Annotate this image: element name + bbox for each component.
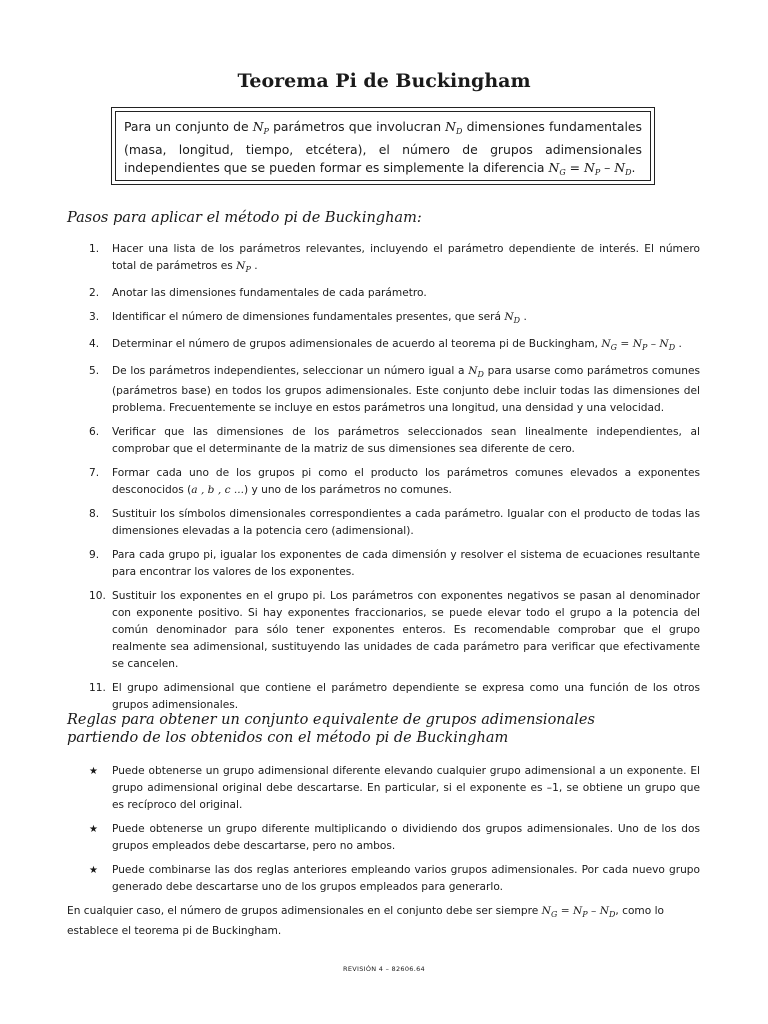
list-item: ★ Puede combinarse las dos reglas anteriores empleando varios grupos adimensionales. Por cada nuevo grupo generado debe descartarse uno de los grupos empleados para generarlo.	[89, 864, 700, 893]
steps-list	[67, 241, 700, 721]
rules-list	[67, 763, 700, 903]
steps-heading: Pasos para aplicar el método pi de Buckingham:	[67, 210, 422, 226]
list-item: ★ Puede obtenerse un grupo diferente multiplicando o dividiendo dos grupos adimensionales. Uno de los dos grupos empleados debe descartarse, pero no ambos.	[89, 823, 700, 852]
math-np: $N_P$	[252, 119, 269, 136]
list-item: 6. Verificar que las dimensiones de los parámetros seleccionados sean linealmente independientes, al comprobar que el determinante de la matriz de sus dimensiones sea diferente de cero.	[89, 426, 700, 455]
theorem-text: parámetros que involucran	[273, 119, 442, 134]
math-nd: $N_D$	[445, 119, 463, 136]
list-item: 8. Sustituir los símbolos dimensionales correspondientes a cada parámetro. Igualar con el producto de todas las dimensiones elevadas a la potencia cero (adimensional).	[89, 508, 700, 537]
list-item: 4. Determinar el número de grupos adimensionales de acuerdo al teorema pi de Buckingham, $N_G = N_P - N_D$ .	[89, 338, 682, 352]
page-title: Teorema Pi de Buckingham	[237, 70, 531, 92]
rules-heading-line-1: Reglas para obtener un conjunto equivalente de grupos adimensionales	[67, 712, 595, 728]
closing-paragraph: En cualquier caso, el número de grupos adimensionales en el conjunto debe ser siempre $N_G = N_P - N_D$, como lo establece el teorema pi de Buckingham.	[67, 905, 665, 937]
star-icon: ★	[89, 824, 98, 835]
list-item: 5. De los parámetros independientes, seleccionar un número igual a $N_D$ para usarse como parámetros comunes (parámetros base) en todos los grupos adimensionales. Este conjunto debe incluir todas las dimensiones del problema. Frecuentemente se incluye en estos parámetros una longitud, una densidad y una velocidad.	[89, 365, 701, 414]
page-footer: REVISIÓN 4 – 82606.64	[343, 965, 425, 973]
list-item: ★ Puede obtenerse un grupo adimensional diferente elevando cualquier grupo adimensional a un exponente. El grupo adimensional original debe descartarse. En particular, si el exponente es –1, se obtiene un grupo que es recíproco del original.	[89, 765, 700, 811]
theorem-box	[111, 107, 655, 185]
list-item: 3. Identificar el número de dimensiones fundamentales presentes, que será $N_D$ .	[89, 311, 527, 325]
math-equation: $N_G = N_P - N_D$	[548, 160, 632, 177]
theorem-statement: Para un conjunto de $N_P$ parámetros que involucran $N_D$ dimensiones fundamentales (masa, longitud, tiempo, etcétera), el número de grupos adimensionales independientes que se pueden formar es simplemente la diferencia $N_G = N_P - N_D$.	[115, 111, 651, 181]
list-item: 10. Sustituir los exponentes en el grupo pi. Los parámetros con exponentes negativos se pasan al denominador con exponente positivo. Si hay exponentes fraccionarios, se puede elevar todo el grupo a la potencia del común denominador para sólo tener exponentes enteros. Es recomendable comprobar que el grupo realmente sea adimensional, sustituyendo las unidades de cada parámetro para verificar que efectivamente se cancelen.	[89, 590, 700, 670]
list-item: 2. Anotar las dimensiones fundamentales de cada parámetro.	[89, 287, 427, 299]
math-equation: $N_G = N_P - N_D$	[541, 905, 616, 919]
list-item: 1. Hacer una lista de los parámetros relevantes, incluyendo el parámetro dependiente de interés. El número total de parámetros es $N_P$ .	[89, 243, 700, 274]
rules-heading-line-2: partiendo de los obtenidos con el método pi de Buckingham	[67, 730, 509, 746]
list-item: 9. Para cada grupo pi, igualar los exponentes de cada dimensión y resolver el sistema de ecuaciones resultante para encontrar los valores de los exponentes.	[89, 549, 700, 578]
theorem-text: Para un conjunto de	[124, 119, 249, 134]
list-item: 11. El grupo adimensional que contiene el parámetro dependiente se expresa como una función de los otros grupos adimensionales.	[89, 682, 700, 711]
star-icon: ★	[89, 865, 98, 876]
star-icon: ★	[89, 766, 98, 777]
theorem-text: dimensiones fundamentales (masa, longitud, tiempo, etcétera), el número de grupos adimensionales independientes que se pueden formar es simplemente la diferencia	[124, 119, 642, 175]
list-item: 7. Formar cada uno de los grupos pi como el producto los parámetros comunes elevados a exponentes desconocidos (a , b , c ...) y uno de los parámetros no comunes.	[89, 467, 700, 496]
